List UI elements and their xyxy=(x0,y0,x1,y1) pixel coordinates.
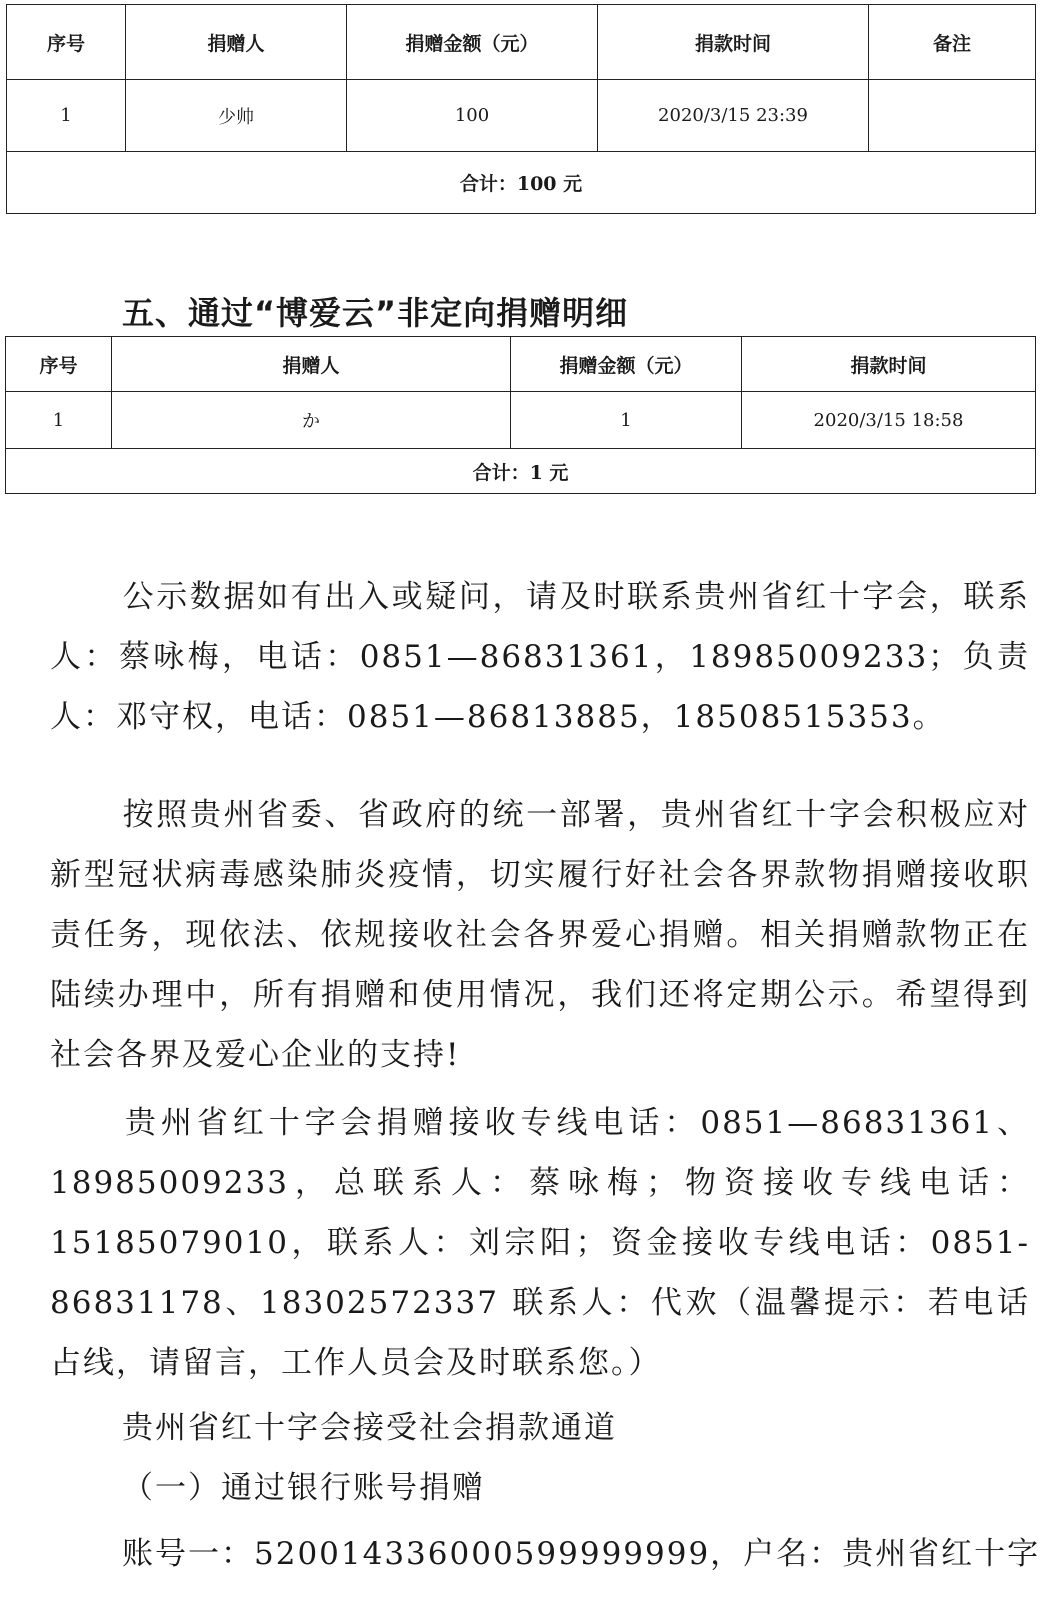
header-amount: 捐赠金额（元） xyxy=(511,337,742,392)
hotline-paragraph xyxy=(50,1093,1030,1393)
cell-amount: 100 xyxy=(347,80,598,152)
header-time: 捐款时间 xyxy=(598,5,869,80)
statement-text: 按照贵州省委、省政府的统一部署，贵州省红十字会积极应对新型冠状病毒感染肺炎疫情，切实履行好社会各界款物捐赠接收职责任务，现依法、依规接收社会各界爱心捐赠。相关捐赠款物正在陆续办理中，所有捐赠和使用情况，我们还将定期公示。希望得到社会各界及爱心企业的支持! xyxy=(50,797,1030,1073)
header-serial: 序号 xyxy=(7,5,126,80)
donation-table-2 xyxy=(5,336,1036,494)
header-amount: 捐赠金额（元） xyxy=(347,5,598,80)
header-donor: 捐赠人 xyxy=(126,5,347,80)
cell-time: 2020/3/15 18:58 xyxy=(742,392,1036,449)
cell-serial: 1 xyxy=(7,80,126,152)
table-total: 合计：100 元 xyxy=(7,152,1036,214)
cell-serial: 1 xyxy=(6,392,112,449)
contact-paragraph xyxy=(50,567,1030,747)
hotline-text: 贵州省红十字会捐赠接收专线电话：0851—86831361、18985009233，总联系人：蔡咏梅；物资接收专线电话：15185079010，联系人：刘宗阳；资金接收专线电话：0851-86831178、18302572337 联系人：代欢（温馨提示：若电话占线，请留言，工作人员会及时联系您。） xyxy=(50,1105,1030,1381)
channel-title: 贵州省红十字会接受社会捐款通道 xyxy=(122,1410,617,1446)
cell-remark xyxy=(869,80,1036,152)
table-row xyxy=(6,392,1036,449)
header-donor: 捐赠人 xyxy=(112,337,511,392)
section-title: 五、通过“博爱云”非定向捐赠明细 xyxy=(122,294,629,332)
table-total: 合计：1 元 xyxy=(6,449,1036,494)
account-line: 账号一：520014336000599999999，户名：贵州省红十字 xyxy=(122,1536,1041,1572)
table-row xyxy=(7,80,1036,152)
header-remark: 备注 xyxy=(869,5,1036,80)
contact-text: 公示数据如有出入或疑问，请及时联系贵州省红十字会，联系人：蔡咏梅，电话：0851—86831361，18985009233；负责人：邓守权，电话：0851—86813885，18508515353。 xyxy=(50,579,1030,735)
cell-amount: 1 xyxy=(511,392,742,449)
header-serial: 序号 xyxy=(6,337,112,392)
bank-subtitle: （一）通过银行账号捐赠 xyxy=(122,1470,485,1506)
cell-donor: 少帅 xyxy=(126,80,347,152)
cell-donor: か xyxy=(112,392,511,449)
donation-table-1 xyxy=(6,4,1036,214)
header-time: 捐款时间 xyxy=(742,337,1036,392)
cell-time: 2020/3/15 23:39 xyxy=(598,80,869,152)
statement-paragraph xyxy=(50,785,1030,1085)
